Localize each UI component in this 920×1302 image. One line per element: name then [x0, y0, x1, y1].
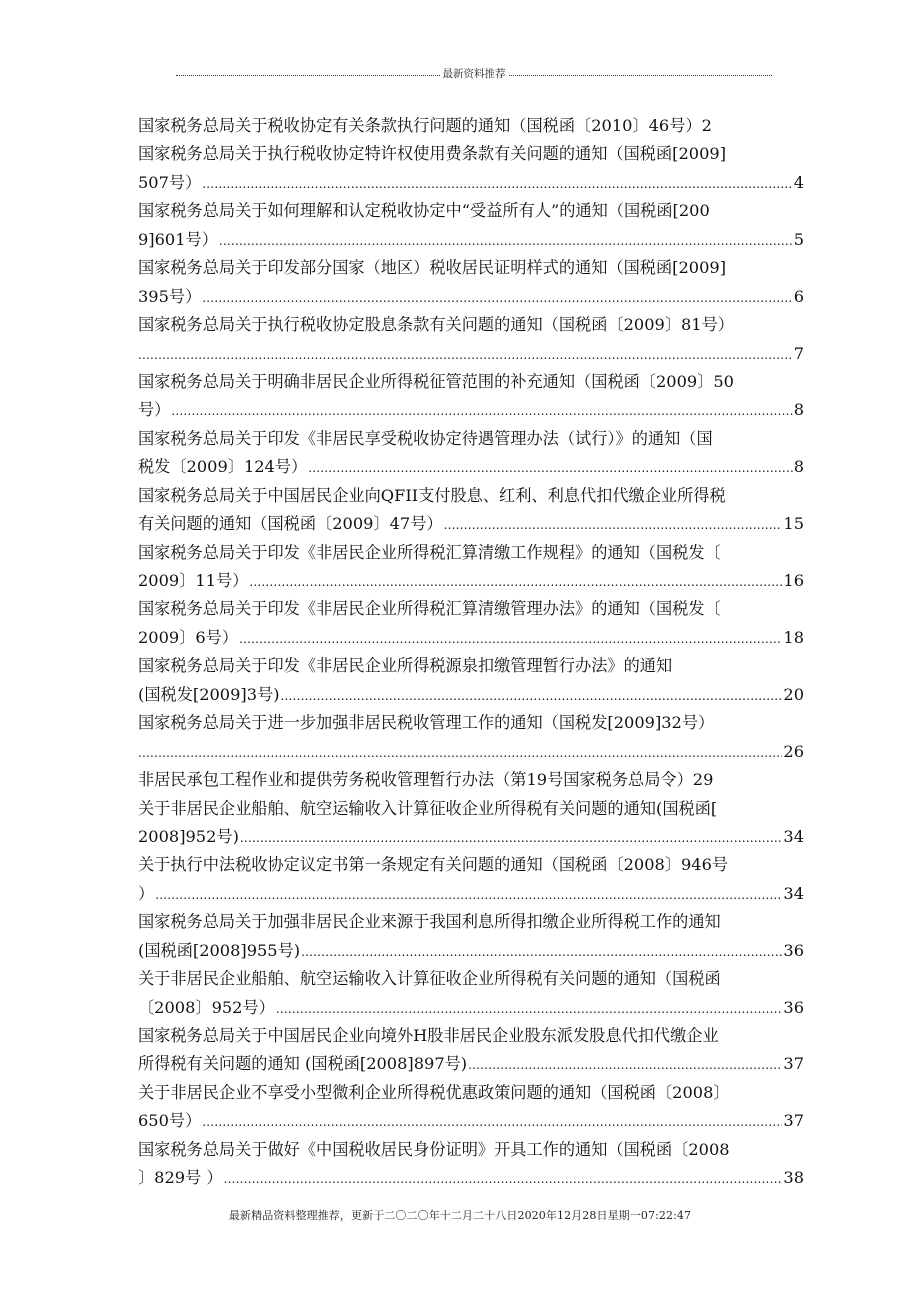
toc-page-number: 2: [701, 116, 712, 135]
toc-page-number: 37: [783, 1054, 804, 1074]
toc-entry-text: 650号）: [138, 1111, 202, 1131]
toc-line[interactable]: [138, 425, 804, 453]
toc-line[interactable]: [138, 140, 804, 168]
toc-line[interactable]: [138, 567, 804, 595]
toc-page-number: 34: [783, 883, 804, 903]
toc-entry-text: 关于执行中法税收协定议定书第一条规定有关问题的通知（国税函〔2008〕946号: [138, 855, 729, 875]
toc-line[interactable]: [138, 368, 804, 396]
toc-line[interactable]: [138, 311, 804, 339]
toc-entry-text: 关于非居民企业船舶、航空运输收入计算征收企业所得税有关问题的通知(国税函[: [138, 798, 718, 818]
toc-line[interactable]: [138, 226, 804, 254]
toc-line[interactable]: [138, 1022, 804, 1050]
toc-entry-text: 2009〕6号）: [138, 627, 239, 647]
toc-page-number: 15: [783, 514, 804, 534]
toc-entry-text: 国家税务总局关于执行税收协定特许权使用费条款有关问题的通知（国税函[2009]: [138, 144, 727, 164]
toc-entry-text: 国家税务总局关于印发《非居民企业所得税汇算清缴管理办法》的通知（国税发〔: [138, 599, 721, 619]
toc-entry-text: 2009〕11号）: [138, 571, 249, 590]
header-title: 最新资料推荐: [442, 67, 506, 80]
header-rule-left: [176, 74, 440, 76]
toc-line[interactable]: [138, 738, 804, 766]
dot-leader: [249, 568, 782, 595]
page-header: [176, 64, 772, 82]
toc-entry-text: 关于非居民企业不享受小型微利企业所得税优惠政策问题的通知（国税函〔2008〕: [138, 1082, 730, 1102]
toc-page-number: 38: [783, 1168, 804, 1188]
toc-line[interactable]: [138, 1164, 804, 1192]
toc-entry-text: 507号）: [138, 172, 202, 192]
dot-leader: [308, 454, 792, 481]
toc-entry-text: 国家税务总局关于进一步加强非居民税收管理工作的通知（国税发[2009]32号）: [138, 713, 715, 733]
page-footer: 最新精品资料整理推荐，更新于二〇二〇年十二月二十八日2020年12月28日星期一07:22:47: [228, 1209, 692, 1222]
dot-leader: [301, 938, 782, 965]
toc-page-number: 29: [692, 770, 714, 790]
dot-leader: [224, 1165, 783, 1192]
toc-line[interactable]: [138, 766, 804, 794]
toc-line[interactable]: [138, 851, 804, 879]
toc-page-number: 36: [783, 940, 804, 960]
dot-leader: [171, 397, 792, 424]
toc-line[interactable]: [138, 453, 804, 481]
dot-leader: [202, 284, 792, 311]
toc-line[interactable]: [138, 880, 804, 908]
dot-leader: [202, 1108, 782, 1135]
dot-leader: [202, 170, 792, 197]
dot-leader: [240, 824, 782, 851]
dot-leader: [276, 995, 783, 1022]
toc-entry-text: 国家税务总局关于印发《非居民企业所得税汇算清缴工作规程》的通知（国税发〔: [138, 542, 721, 562]
toc-page-number: 7: [793, 343, 804, 363]
table-of-contents: [138, 112, 804, 1193]
toc-entry-text: 国家税务总局关于明确非居民企业所得税征管范围的补充通知（国税函〔2009〕50: [138, 371, 734, 391]
toc-entry-text: 〕829号 ）: [138, 1168, 223, 1188]
dot-leader: [155, 881, 782, 908]
toc-entry-text: ）: [138, 883, 155, 903]
toc-page-number: 37: [783, 1111, 804, 1131]
toc-entry-text: (国税函[2008]955号): [138, 940, 301, 960]
toc-entry-text: 〔2008〕952号）: [138, 997, 275, 1017]
toc-entry-text: 2008]952号): [138, 826, 239, 846]
toc-line[interactable]: [138, 965, 804, 993]
toc-line[interactable]: [138, 254, 804, 282]
toc-page-number: 16: [783, 571, 804, 590]
toc-entry-text: 国家税务总局关于税收协定有关条款执行问题的通知（国税函〔2010〕46号）: [138, 116, 702, 135]
toc-entry-text: 395号）: [138, 286, 202, 306]
toc-entry-text: 税发〔2009〕124号）: [138, 457, 308, 477]
toc-line[interactable]: [138, 994, 804, 1022]
toc-line[interactable]: [138, 1136, 804, 1164]
toc-page-number: 4: [793, 172, 804, 192]
toc-entry-text: 国家税务总局关于中国居民企业向境外H股非居民企业股东派发股息代扣代缴企业: [138, 1026, 719, 1045]
dot-leader: [281, 682, 783, 709]
toc-line[interactable]: [138, 283, 804, 311]
toc-entry-text: 国家税务总局关于印发《非居民企业所得税源泉扣缴管理暂行办法》的通知: [138, 656, 673, 676]
toc-line[interactable]: [138, 937, 804, 965]
toc-entry-text: 所得税有关问题的通知 (国税函[2008]897号): [138, 1054, 468, 1074]
dot-leader: [239, 625, 782, 652]
header-rule-right: [509, 74, 773, 76]
toc-entry-text: 国家税务总局关于做好《中国税收居民身份证明》开具工作的通知（国税函〔2008: [138, 1139, 730, 1159]
toc-entry-text: 关于非居民企业船舶、航空运输收入计算征收企业所得税有关问题的通知（国税函: [138, 969, 721, 989]
toc-page-number: 20: [783, 684, 804, 704]
toc-entry-text: 有关问题的通知（国税函〔2009〕47号）: [138, 514, 443, 534]
toc-entry-text: 9]601号）: [138, 229, 218, 249]
toc-line[interactable]: [138, 652, 804, 680]
toc-line[interactable]: [138, 510, 804, 538]
toc-line[interactable]: [138, 340, 804, 368]
toc-line[interactable]: [138, 539, 804, 567]
toc-line[interactable]: [138, 624, 804, 652]
toc-entry-text: (国税发[2009]3号): [138, 684, 280, 704]
toc-line[interactable]: [138, 709, 804, 737]
toc-page-number: 5: [793, 229, 804, 249]
dot-leader: [219, 227, 793, 254]
dot-leader: [138, 739, 782, 766]
toc-entry-text: 号）: [138, 400, 171, 420]
toc-line[interactable]: [138, 482, 804, 510]
toc-entry-text: 非居民承包工程作业和提供劳务税收管理暂行办法（第19号国家税务总局令）: [138, 770, 693, 790]
toc-page-number: 36: [783, 997, 804, 1017]
dot-leader: [468, 1051, 782, 1078]
toc-line[interactable]: [138, 169, 804, 197]
toc-entry-text: 国家税务总局关于印发部分国家（地区）税收居民证明样式的通知（国税函[2009]: [138, 258, 727, 278]
toc-line[interactable]: [138, 1107, 804, 1135]
toc-line[interactable]: [138, 197, 804, 225]
toc-page-number: 26: [783, 741, 804, 761]
toc-page-number: 8: [793, 457, 804, 477]
toc-entry-text: 国家税务总局关于如何理解和认定税收协定中“受益所有人”的通知（国税函[200: [138, 201, 710, 221]
toc-page-number: 34: [783, 826, 804, 846]
toc-page-number: 18: [783, 627, 804, 647]
toc-page-number: 6: [793, 286, 804, 306]
toc-entry-text: 国家税务总局关于中国居民企业向QFII支付股息、红利、利息代扣代缴企业所得税: [138, 485, 726, 505]
dot-leader: [444, 511, 783, 538]
toc-line[interactable]: [138, 908, 804, 936]
toc-entry-text: 国家税务总局关于加强非居民企业来源于我国利息所得扣缴企业所得税工作的通知: [138, 912, 721, 932]
toc-line[interactable]: [138, 795, 804, 823]
toc-line[interactable]: [138, 595, 804, 623]
toc-entry-text: 国家税务总局关于印发《非居民享受税收协定待遇管理办法（试行）》的通知（国: [138, 428, 713, 448]
dot-leader: [138, 341, 793, 368]
toc-line[interactable]: [138, 823, 804, 851]
toc-line[interactable]: [138, 396, 804, 424]
toc-line[interactable]: [138, 1050, 804, 1078]
toc-line[interactable]: [138, 1079, 804, 1107]
toc-line[interactable]: [138, 112, 804, 140]
toc-line[interactable]: [138, 681, 804, 709]
toc-entry-text: 国家税务总局关于执行税收协定股息条款有关问题的通知（国税函〔2009〕81号）: [138, 315, 734, 335]
toc-page-number: 8: [793, 400, 804, 420]
